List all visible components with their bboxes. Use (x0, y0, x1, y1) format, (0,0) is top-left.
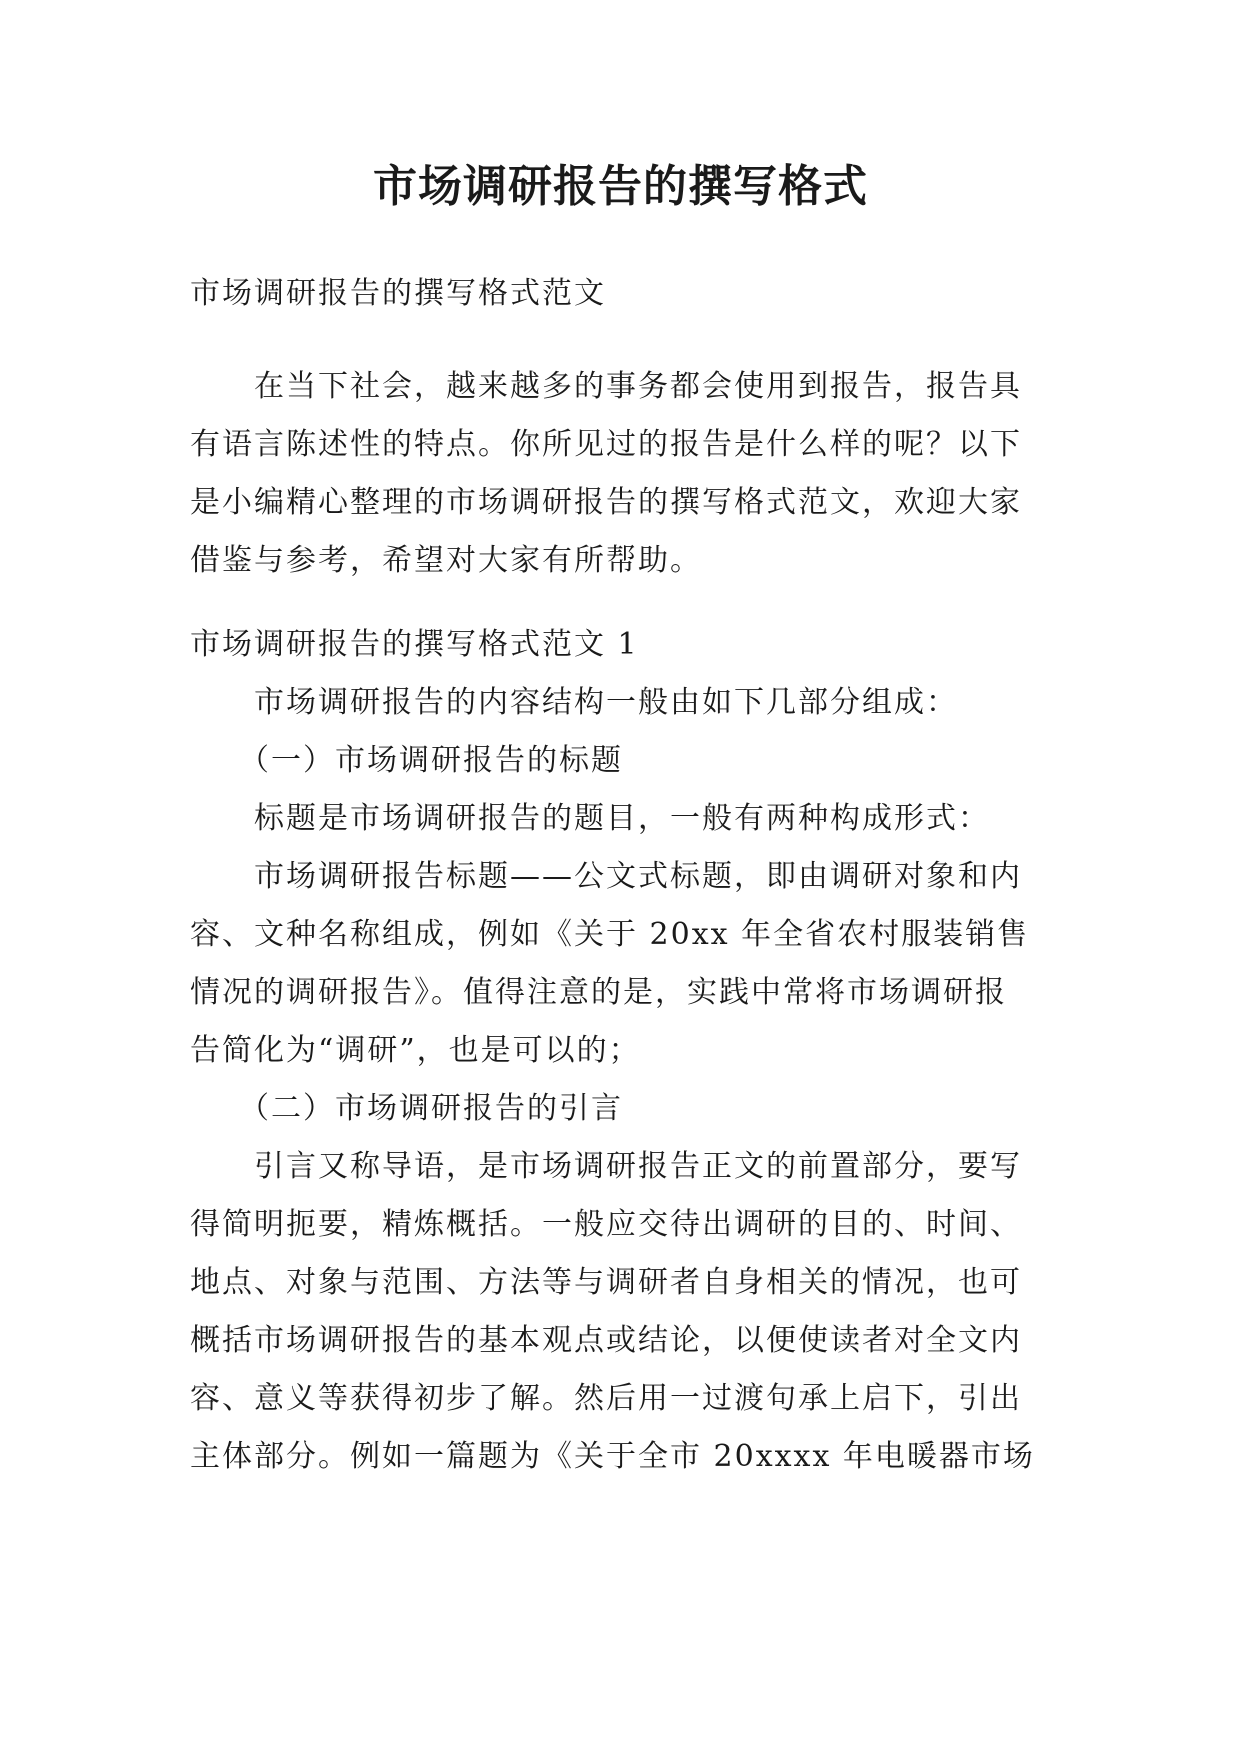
paragraph-line: 是小编精心整理的市场调研报告的撰写格式范文，欢迎大家 (190, 485, 1022, 520)
paragraph-line: 借鉴与参考，希望对大家有所帮助。 (190, 543, 702, 578)
subsection-heading: （二）市场调研报告的引言 (190, 1091, 623, 1126)
paragraph-line: 容、文种名称组成，例如《关于 20xx 年全省农村服装销售 (190, 917, 1030, 952)
paragraph-line: 情况的调研报告》。值得注意的是，实践中常将市场调研报 (190, 975, 1007, 1010)
paragraph-line: 市场调研报告的内容结构一般由如下几部分组成： (190, 685, 958, 720)
section-heading: 市场调研报告的撰写格式范文 1 (190, 627, 639, 662)
document-subtitle (190, 265, 1060, 323)
paragraph-line: 容、意义等获得初步了解。然后用一过渡句承上启下，引出 (190, 1381, 1022, 1416)
intro-paragraph (190, 358, 1060, 590)
subtitle-line: 市场调研报告的撰写格式范文 (190, 276, 606, 311)
paragraph-line: 概括市场调研报告的基本观点或结论，以便使读者对全文内 (190, 1323, 1022, 1358)
paragraph-line: 市场调研报告标题——公文式标题，即由调研对象和内 (190, 859, 1022, 894)
paragraph-line: 得简明扼要，精炼概括。一般应交待出调研的目的、时间、 (190, 1207, 1022, 1242)
paragraph-line: 主体部分。例如一篇题为《关于全市 20xxxx 年电暖器市场 (190, 1439, 1035, 1474)
subsection-heading: （一）市场调研报告的标题 (190, 743, 623, 778)
section-1 (190, 616, 1060, 1486)
paragraph-line: 引言又称导语，是市场调研报告正文的前置部分，要写 (190, 1149, 1022, 1184)
paragraph-line: 告简化为“调研”，也是可以的； (190, 1033, 641, 1068)
paragraph-line: 标题是市场调研报告的题目，一般有两种构成形式： (190, 801, 990, 836)
paragraph-line: 有语言陈述性的特点。你所见过的报告是什么样的呢？以下 (190, 427, 1022, 462)
paragraph-line: 地点、对象与范围、方法等与调研者自身相关的情况，也可 (190, 1265, 1022, 1300)
document-title: 市场调研报告的撰写格式 (373, 161, 868, 212)
paragraph-line: 在当下社会，越来越多的事务都会使用到报告，报告具 (190, 369, 1022, 404)
